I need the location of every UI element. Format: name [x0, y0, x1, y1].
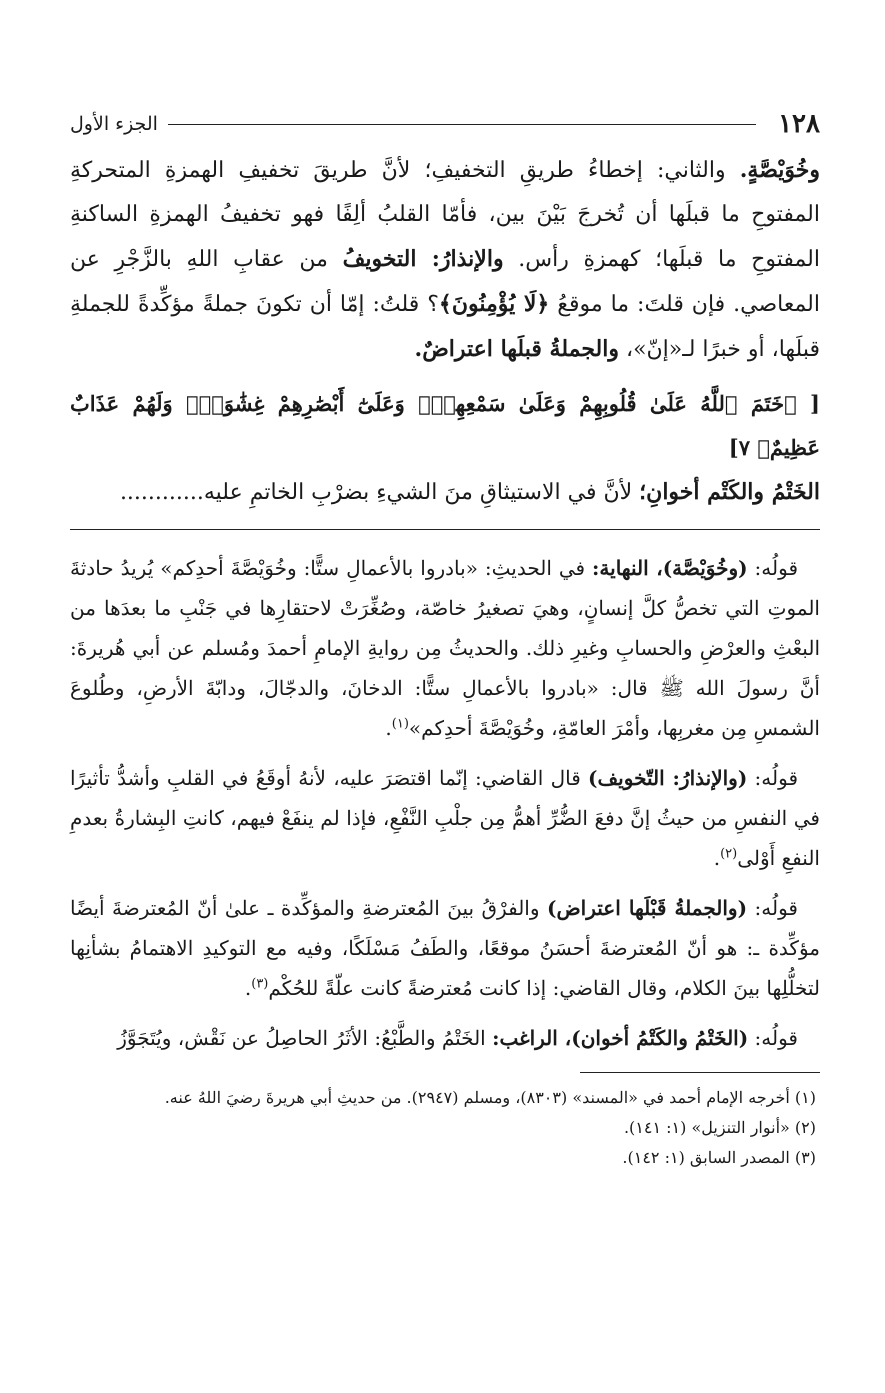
footnote: (٣) المصدر السابق (١: ١٤٢).: [622, 1148, 816, 1167]
commentary-text: قال القاضي: إنّما اقتصَرَ عليه، لأنهُ أوقَعُ في القلبِ وأشدُّ تأثيرًا في النفسِ من حيثُ إنَّ دفعَ الضُّرِّ أهمُّ مِن جلْبِ النَّفْعِ، فإذا لم ينفَعْ فيهم، كانتِ البِشارةُ بعدمِ النفعِ أَوْلى: [70, 766, 820, 870]
main-paragraph: [70, 470, 820, 515]
commentary-end: .: [385, 716, 392, 740]
part-title: الجزء الأول: [70, 113, 158, 135]
main-text-segment: والثاني: إخطاءُ طريقِ التخفيفِ؛ لأنَّ طريقَ تخفيفِ الهمزةِ المتحركةِ المفتوحِ ما قبلَها أن تُخرجَ بَيْنَ بين، فأمّا القلبُ ألِفًا فهو تخفيفُ الهمزةِ الساكنةِ المفتوحِ ما قبلَها؛ كهمزةِ رأس.: [70, 158, 820, 272]
commentary-lead: قولُه:: [747, 766, 798, 790]
commentary: [70, 548, 820, 1058]
footnote-divider: [580, 1072, 820, 1073]
commentary-term: (والإنذارُ: التّخويف): [588, 766, 748, 790]
term-khuwaysa: وخُوَيْصَّةٍ.: [739, 157, 820, 183]
page-number: ١٢٨: [778, 109, 820, 139]
commentary-paragraph: [70, 758, 820, 878]
commentary-paragraph: [70, 1018, 820, 1058]
commentary-divider: [70, 529, 820, 530]
footnotes: [70, 1083, 820, 1173]
commentary-text: والفرْقُ بينَ المُعترضةِ والمؤكِّدة ـ علىٰ أنّ المُعترضةَ أيضًا مؤكِّدة ـ: هو أنّ المُعترضةَ أحسَنُ موقعًا، والطَفُ مَسْلَكًا، وفيه مع التوكيدِ الاهتمامُ بشأنِها لتخلُّلِها بينَ الكلام، وقال القاضي: إذا كانت مُعترضةً كانت علّةً للحُكْم: [70, 896, 820, 1000]
footnote: (٢) «أنوار التنزيل» (١: ١٤١).: [623, 1118, 816, 1137]
commentary-end: .: [244, 976, 252, 1000]
quran-verse: [ ﴿خَتَمَ ٱللَّهُ عَلَىٰ قُلُوبِهِمْ وَعَلَىٰ سَمْعِهِمْۖ وَعَلَىٰٓ أَبْصَٰرِهِمْ غِشَٰوَةٌۖ وَلَهُمْ عَذَابٌ عَظِيمٌ﴾ ٧]: [70, 391, 820, 460]
main-paragraph: [70, 148, 820, 372]
term-khatm: الخَتْمُ والكَتْم أخوانِ؛: [639, 479, 820, 505]
commentary-term: (وخُوَيْصَّة)، النهاية:: [592, 556, 748, 580]
commentary-term: (الخَتْمُ والكَتْمُ أخوان)، الراغب:: [492, 1026, 749, 1050]
footnote: (١) أخرجه الإمام أحمد في «المسند» (٨٣٠٣)، ومسلم (٢٩٤٧). من حديثِ أبي هريرةَ رضيَ اللهُ عنه.: [164, 1088, 816, 1107]
main-text: [70, 148, 820, 515]
footnote-ref[interactable]: (٢): [720, 846, 738, 862]
commentary-term: (والجملةُ قَبْلَها اعتراض): [547, 896, 748, 920]
commentary-end: .: [713, 846, 721, 870]
quran-quote: ﴿لَا يُؤْمِنُونَ﴾: [438, 291, 550, 317]
commentary-text: في الحديثِ: «بادروا بالأعمالِ ستًّا: وخُوَيْصَّةَ أحدِكم» يُريدُ حادثةَ الموتِ التي تخصُّ كلَّ إنسانٍ، وهيَ تصغيرُ خاصّة، وصُغِّرَتْ لاحتقارِها في جَنْبِ ما بعدَها من البعْثِ والعرْضِ والحسابِ وغيرِ ذلك. والحديثُ مِن روايةِ الإمامِ أحمدَ ومُسلم عن أبي هُريرةَ: أنَّ رسولَ الله ﷺ قال: «بادروا بالأعمالِ ستًّا: الدخانَ، والدجّالَ، ودابّةَ الأرضِ، وطُلوعَ الشمسِ مِن مغربِها، وأمْرَ العامّةِ، وخُوَيْصَّةَ أحدِكم»: [70, 556, 820, 740]
header-rule: [168, 124, 756, 125]
main-text-segment: من عقابِ اللهِ بالزَّجْرِ عن المعاصي. فإن قلتَ: ما موقعُ: [70, 247, 821, 317]
book-page: [70, 100, 820, 1173]
commentary-text: الخَتْمُ والطَّبْعُ: الأثَرُ الحاصِلُ عن نَقْش، ويُتَجَوَّزُ: [117, 1026, 493, 1050]
commentary-paragraph: [70, 548, 820, 748]
commentary-paragraph: [70, 888, 820, 1008]
term-jumla: والجملةُ قبلَها اعتراضٌ.: [414, 336, 619, 362]
main-text-segment: لأنَّ في الاستيثاقِ منَ الشيءِ بضرْبِ الخاتمِ عليه............: [119, 480, 640, 505]
commentary-lead: قولُه:: [747, 896, 798, 920]
commentary-lead: قولُه:: [748, 1026, 798, 1050]
footnote-ref[interactable]: (٣): [251, 976, 269, 992]
commentary-lead: قولُه:: [747, 556, 799, 580]
main-text-segment: ؟ قلتُ: إمّا أن تكونَ جملةً مؤكِّدةً للجملةِ قبلَها، أو خبرًا لـ«إنّ»،: [70, 292, 820, 362]
page-header: [70, 100, 820, 148]
footnote-ref[interactable]: (١): [391, 716, 409, 732]
term-indhar: والإنذارُ: التخويفُ: [342, 246, 504, 272]
